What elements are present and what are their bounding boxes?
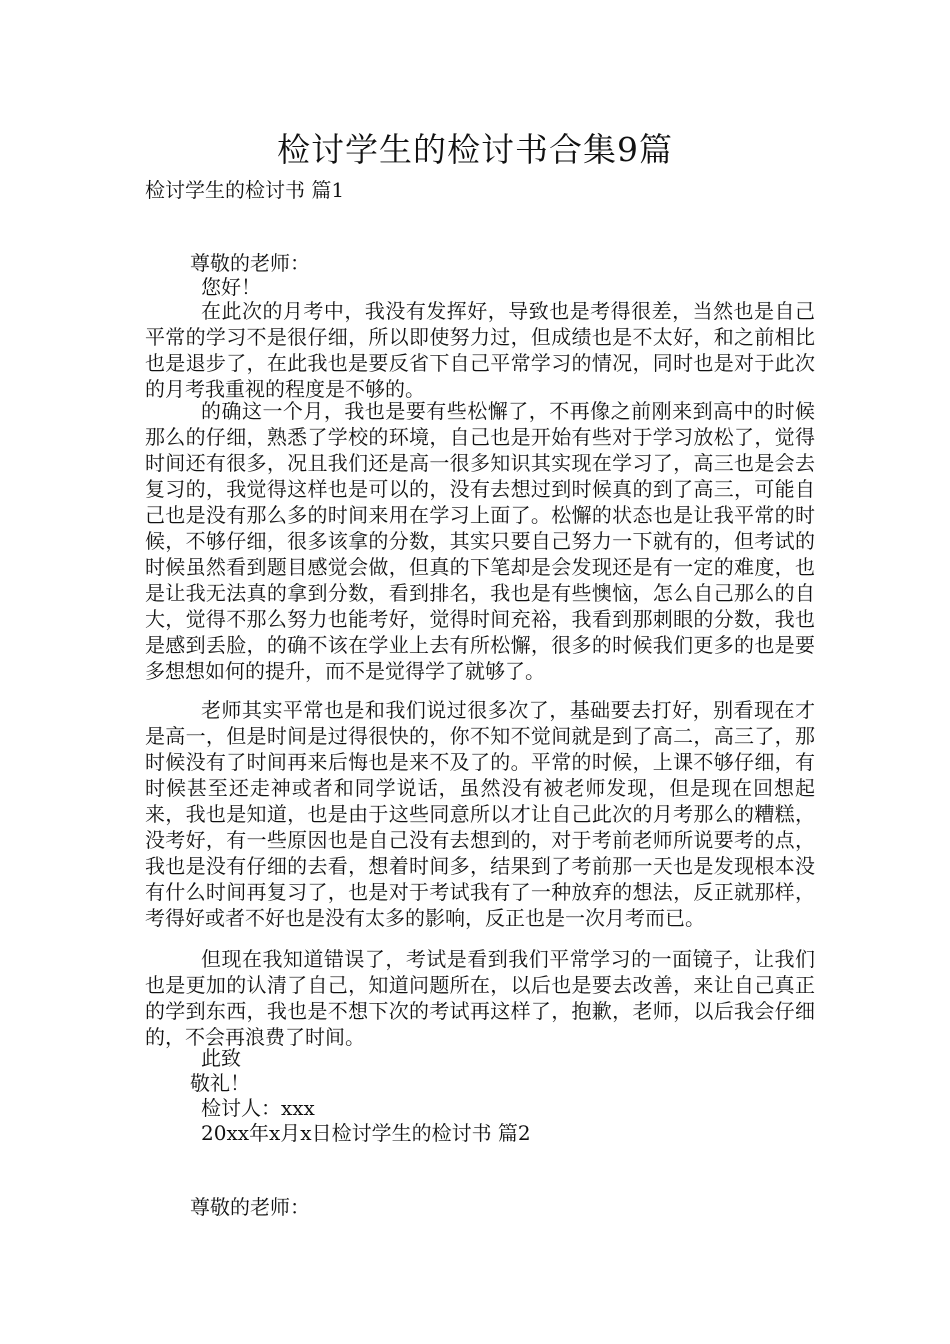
paragraph-3: 老师其实平常也是和我们说过很多次了，基础要去打好，别看现在才是高一，但是时间是过得很快的，你不知不觉间就是到了高二，高三了，那时候没有了时间再来后悔也是来不及了的。平常的时候，上课不够仔细，有时候甚至还走神或者和同学说话，虽然没有被老师发现，但是现在回想起来，我也是知道，也是由于这些同意所以才让自己此次的月考那么的糟糕，没考好，有一些原因也是自己没有去想到的，对于考前老师所说要考的点，我也是没有仔细的去看，想着时间多，结果到了考前那一天也是发现根本没有什么时间再复习了，也是对于考试我有了一种放弃的想法，反正就那样，考得好或者不好也是没有太多的影响，反正也是一次月考而已。 bbox=[145, 698, 815, 930]
paragraph-2: 的确这一个月，我也是要有些松懈了，不再像之前刚来到高中的时候那么的仔细，熟悉了学校的环境，自己也是开始有些对于学习放松了，觉得时间还有很多，况且我们还是高一很多知识其实现在学习了，高三也是会去复习的，我觉得这样也是可以的，没有去想过到时候真的到了高三，可能自己也是没有那么多的时间来用在学习上面了。松懈的状态也是让我平常的时候，不够仔细，很多该拿的分数，其实只要自己努力一下就有的，但考试的时候虽然看到题目感觉会做，但真的下笔却是会发现还是有一定的难度，也是让我无法真的拿到分数，看到排名，我也是有些懊恼，怎么自己那么的自大，觉得不那么努力也能考好，觉得时间充裕，我看到那刺眼的分数，我也是感到丢脸，的确不该在学业上去有所松懈，很多的时候我们更多的也是要多想想如何的提升，而不是觉得学了就够了。 bbox=[145, 399, 815, 683]
salutation-2: 尊敬的老师： bbox=[190, 1195, 310, 1219]
greeting: 您好！ bbox=[201, 275, 261, 299]
paragraph-4: 但现在我知道错误了，考试是看到我们平常学习的一面镜子，让我们也是更加的认清了自己，知道问题所在，以后也是要去改善，来让自己真正的学到东西，我也是不想下次的考试再这样了，抱歉，老师，以后我会仔细的，不会再浪费了时间。 bbox=[145, 947, 815, 1049]
closing-salute: 敬礼！ bbox=[190, 1071, 250, 1095]
closing-regards: 此致 bbox=[201, 1046, 241, 1070]
paragraph-1: 在此次的月考中，我没有发挥好，导致也是考得很差，当然也是自己平常的学习不是很仔细，所以即使努力过，但成绩也是不太好，和之前相比也是退步了，在此我也是要反省下自己平常学习的情况，同时也是对于此次的月考我重视的程度是不够的。 bbox=[145, 299, 815, 401]
date-and-next-heading: 20xx年x月x日检讨学生的检讨书 篇2 bbox=[201, 1121, 531, 1145]
section-heading: 检讨学生的检讨书 篇1 bbox=[145, 178, 345, 202]
document-title: 检讨学生的检讨书合集9篇 bbox=[277, 130, 673, 169]
signature: 检讨人：xxx bbox=[201, 1096, 315, 1120]
salutation: 尊敬的老师： bbox=[190, 251, 310, 275]
